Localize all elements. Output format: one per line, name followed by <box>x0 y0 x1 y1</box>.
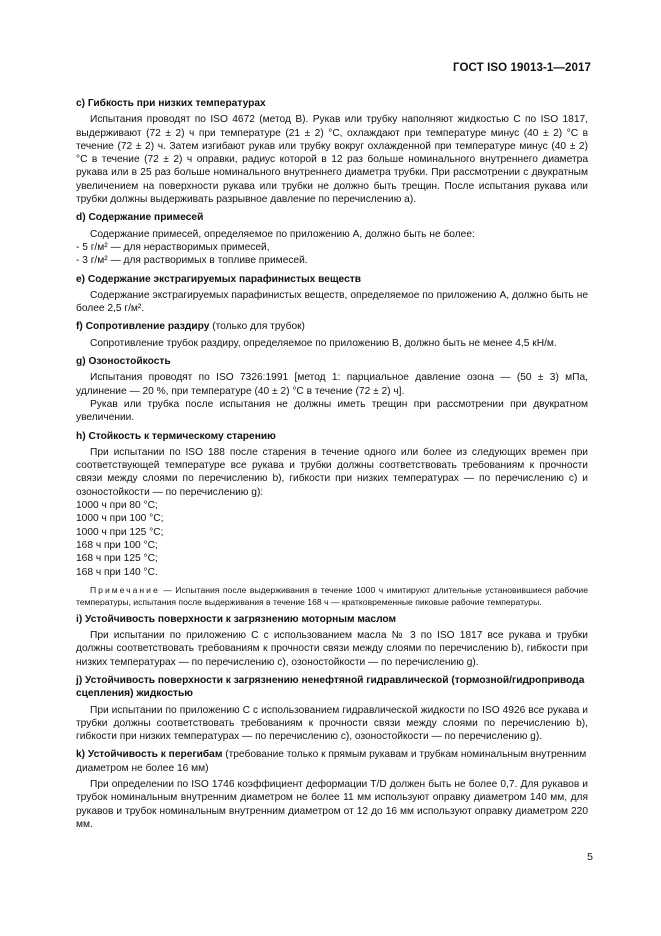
section-f-title: f) Сопротивление раздиру <box>76 321 210 333</box>
section-f-note: (только для трубок) <box>209 321 305 333</box>
section-c-text: Испытания проводят по ISO 4672 (метод B). Рукав или трубку наполняют жидкостью C по ISO 1817, выдерживают (72 ± 2) ч при температуре (21 ± 2) °С, охлаждают при температуре минус (40 ± 2) °С в течение (72 ± 2) ч. Затем изгибают рукав или трубку вокруг охлажденной при температуре минус (40 ± 2) °С в течение (72 ± 2) ч оправки, радиус которой в 12 раз больше номинального внутреннего диаметра рукава или в 25 раз больше номинального внутреннего диаметра трубки. При рассмотрении с двукратным увеличением на поверхности рукава или трубки не должно быть трещин. После испытания рукава или трубки должны выдерживать разрывное давление по перечислению a). <box>76 114 588 206</box>
section-k-heading <box>76 748 588 775</box>
list-item: 1000 ч при 80 °С; <box>76 500 158 512</box>
list-item: - 3 г/м² — для растворимых в топливе примесей. <box>76 255 308 267</box>
list-item: 1000 ч при 125 °С; <box>76 526 164 538</box>
section-g-heading: g) Озоностойкость <box>76 356 171 368</box>
list-item: 1000 ч при 100 °С; <box>76 513 164 525</box>
section-j-heading: j) Устойчивость поверхности к загрязнению ненефтяной гидравлической (тормозной/гидропривода сцепления) жидкостью <box>76 674 585 700</box>
section-c-heading: c) Гибкость при низких температурах <box>76 98 266 109</box>
section-e-heading: e) Содержание экстрагируемых парафинистых веществ <box>76 273 361 285</box>
note <box>76 584 588 608</box>
section-g-text-2: Рукав или трубка после испытания не должны иметь трещин при рассмотрении при двукратном увеличении. <box>76 398 588 424</box>
standard-header: ГОСТ ISO 19013-1—2017 <box>453 62 591 74</box>
section-k-title: k) Устойчивость к перегибам <box>76 749 223 761</box>
list-item: - 5 г/м² — для нерастворимых примесей, <box>76 241 270 253</box>
note-text: — Испытания после выдерживания в течение 1000 ч имитируют длительные установившиеся рабочие температуры, испытания после выдерживания в течение 168 ч — кратковременные пиковые рабочие температуры. <box>76 584 588 607</box>
section-g-text-1: Испытания проводят по ISO 7326:1991 [метод 1: парциальное давление озона — (50 ± 3) мПа, удлинение — 20 %, при температуре (40 ± 2) °С в течение (72 ± 2) ч]. <box>76 372 588 397</box>
section-d-text: Содержание примесей, определяемое по приложению A, должно быть не более: <box>90 228 475 240</box>
section-f-heading <box>76 320 588 333</box>
page-number: 5 <box>587 851 593 863</box>
section-k-text: При определении по ISO 1746 коэффициент деформации T/D должен быть не более 0,7. Для рукавов и трубок номинальным внутренним диаметром не более 11 мм используют оправку диаметром 140 мм, для рукавов и трубок номинальным внутренним диаметром от 12 до 16 мм используют оправку диаметром 220 мм. <box>76 779 588 830</box>
document-body <box>76 92 588 831</box>
list-item: 168 ч при 125 °С; <box>76 553 158 565</box>
section-d-heading: d) Содержание примесей <box>76 212 204 224</box>
section-k-note: (требование только к прямым рукавам и трубкам номинальным внутренним диаметром не более 16 мм) <box>76 749 587 774</box>
section-j-text: При испытании по приложению C с использованием гидравлической жидкости по ISO 4926 все рукава и трубки должны соответствовать требованиям к прочности связи между слоями по перечислению b), гибкости при низких температурах — по перечислению c), озоностойкости — по перечислению g). <box>76 704 588 743</box>
list-item: 168 ч при 100 °С; <box>76 539 158 551</box>
section-h-text: При испытании по ISO 188 после старения в течение одного или более из следующих времен при соответствующей температуре все рукава и трубки должны соответствовать требованиям к прочности связи между слоями по перечислению b), гибкости при низких температурах — по перечислению c) и озоностойкости — по перечислению g): <box>76 446 588 498</box>
note-label: Примечание <box>90 584 160 595</box>
section-e-text: Содержание экстрагируемых парафинистых веществ, определяемое по приложению A, должно быть не более 2,5 г/м². <box>76 289 588 315</box>
section-h-heading: h) Стойкость к термическому старению <box>76 430 276 442</box>
section-i-text: При испытании по приложению C с использованием масла № 3 по ISO 1817 все рукава и трубки должны соответствовать требованиям к прочности связи между слоями по перечислению b), гибкости при низких температурах — по перечислению c), озоностойкости — по перечислению g). <box>76 630 588 668</box>
list-item: 168 ч при 140 °С. <box>76 566 158 578</box>
section-f-text: Сопротивление трубок раздиру, определяемое по приложению B, должно быть не менее 4,5 кН/м. <box>90 337 557 349</box>
section-i-heading: i) Устойчивость поверхности к загрязнению моторным маслом <box>76 613 397 625</box>
